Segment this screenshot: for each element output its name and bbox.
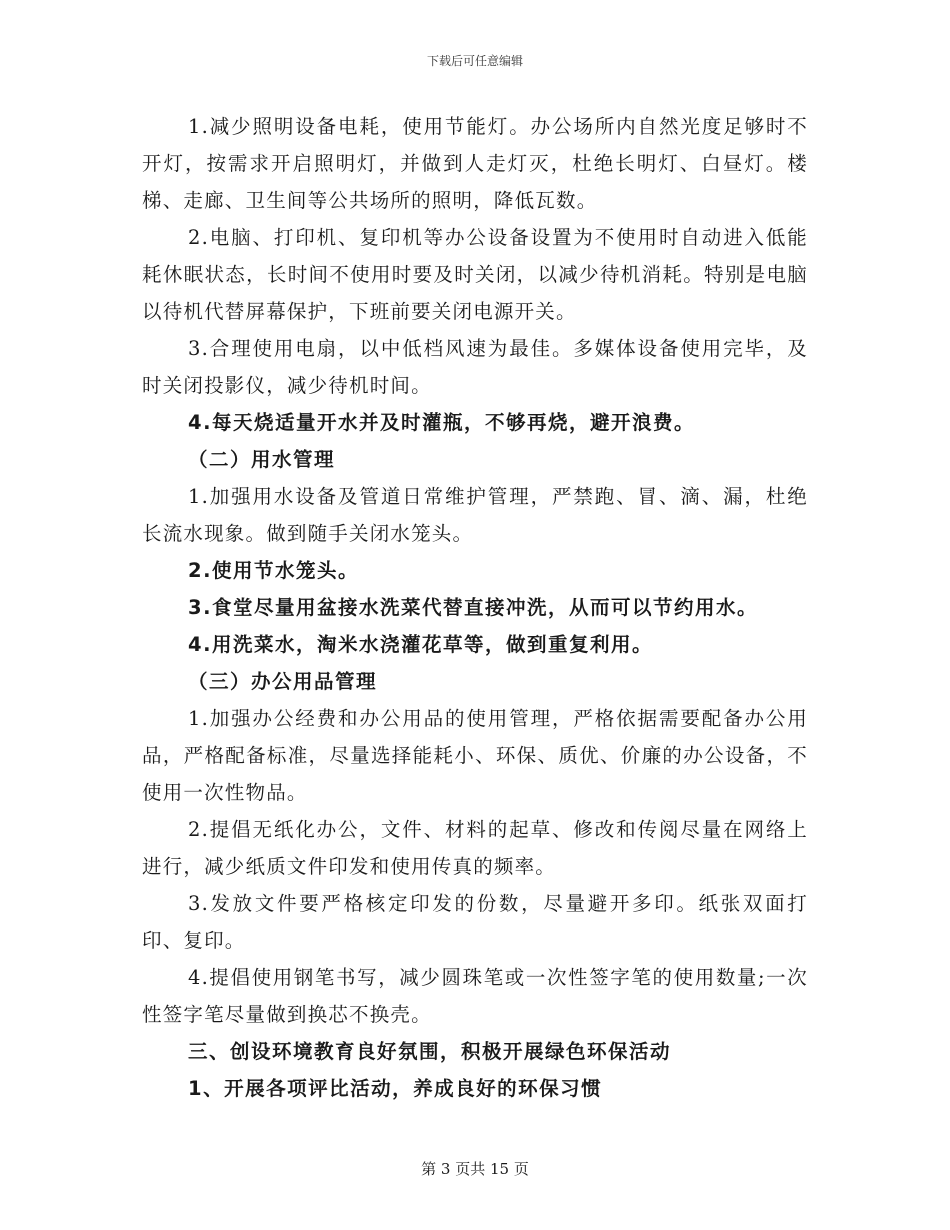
subsection-heading-activities: 1、开展各项评比活动，养成良好的环保习惯 — [188, 1077, 603, 1100]
paragraph-lighting: 1.减少照明设备电耗，使用节能灯。办公场所内自然光度足够时不开灯，按需求开启照明灯，并做到人走灯灭，杜绝长明灯、白昼灯。楼梯、走廊、卫生间等公共场所的照明，降低瓦数。 — [142, 115, 808, 212]
paragraph-canteen-water: 3.食堂尽量用盆接水洗菜代替直接冲洗，从而可以节约用水。 — [188, 596, 758, 619]
paragraph-printing: 3.发放文件要严格核定印发的份数，尽量避开多印。纸张双面打印、复印。 — [142, 892, 808, 952]
section-heading-water: （二）用水管理 — [188, 448, 336, 471]
paragraph-water-maintenance: 1.加强用水设备及管道日常维护管理，严禁跑、冒、滴、漏，杜绝长流水现象。做到随手关闭水笼头。 — [142, 485, 808, 545]
document-body — [142, 108, 808, 1107]
paragraph-boiling-water: 4.每天烧适量开水并及时灌瓶，不够再烧，避开浪费。 — [188, 411, 695, 434]
paragraph-fans: 3.合理使用电扇，以中低档风速为最佳。多媒体设备使用完毕，及时关闭投影仪，减少待机时间。 — [142, 337, 808, 397]
header-note: 下载后可任意编辑 — [426, 54, 523, 68]
paragraph-office-funds: 1.加强办公经费和办公用品的使用管理，严格依据需要配备办公用品，严格配备标准，尽量选择能耗小、环保、质优、价廉的办公设备，不使用一次性物品。 — [142, 707, 808, 804]
paragraph-paperless: 2.提倡无纸化办公，文件、材料的起草、修改和传阅尽量在网络上进行，减少纸质文件印发和使用传真的频率。 — [142, 818, 808, 878]
paragraph-office-equipment: 2.电脑、打印机、复印机等办公设备设置为不使用时自动进入低能耗休眠状态，长时间不使用时要及时关闭，以减少待机消耗。特别是电脑以待机代替屏幕保护，下班前要关闭电源开关。 — [142, 226, 808, 323]
paragraph-pens: 4.提倡使用钢笔书写，减少圆珠笔或一次性签字笔的使用数量;一次性签字笔尽量做到换芯不换壳。 — [142, 966, 808, 1026]
paragraph-reuse-water: 4.用洗菜水，淘米水浇灌花草等，做到重复利用。 — [188, 633, 653, 656]
section-heading-environment-education: 三、创设环境教育良好氛围，积极开展绿色环保活动 — [188, 1040, 672, 1063]
section-heading-office-supplies: （三）办公用品管理 — [188, 670, 378, 693]
page-number: 第 3 页共 15 页 — [421, 1160, 529, 1178]
paragraph-water-taps: 2.使用节水笼头。 — [188, 559, 359, 582]
